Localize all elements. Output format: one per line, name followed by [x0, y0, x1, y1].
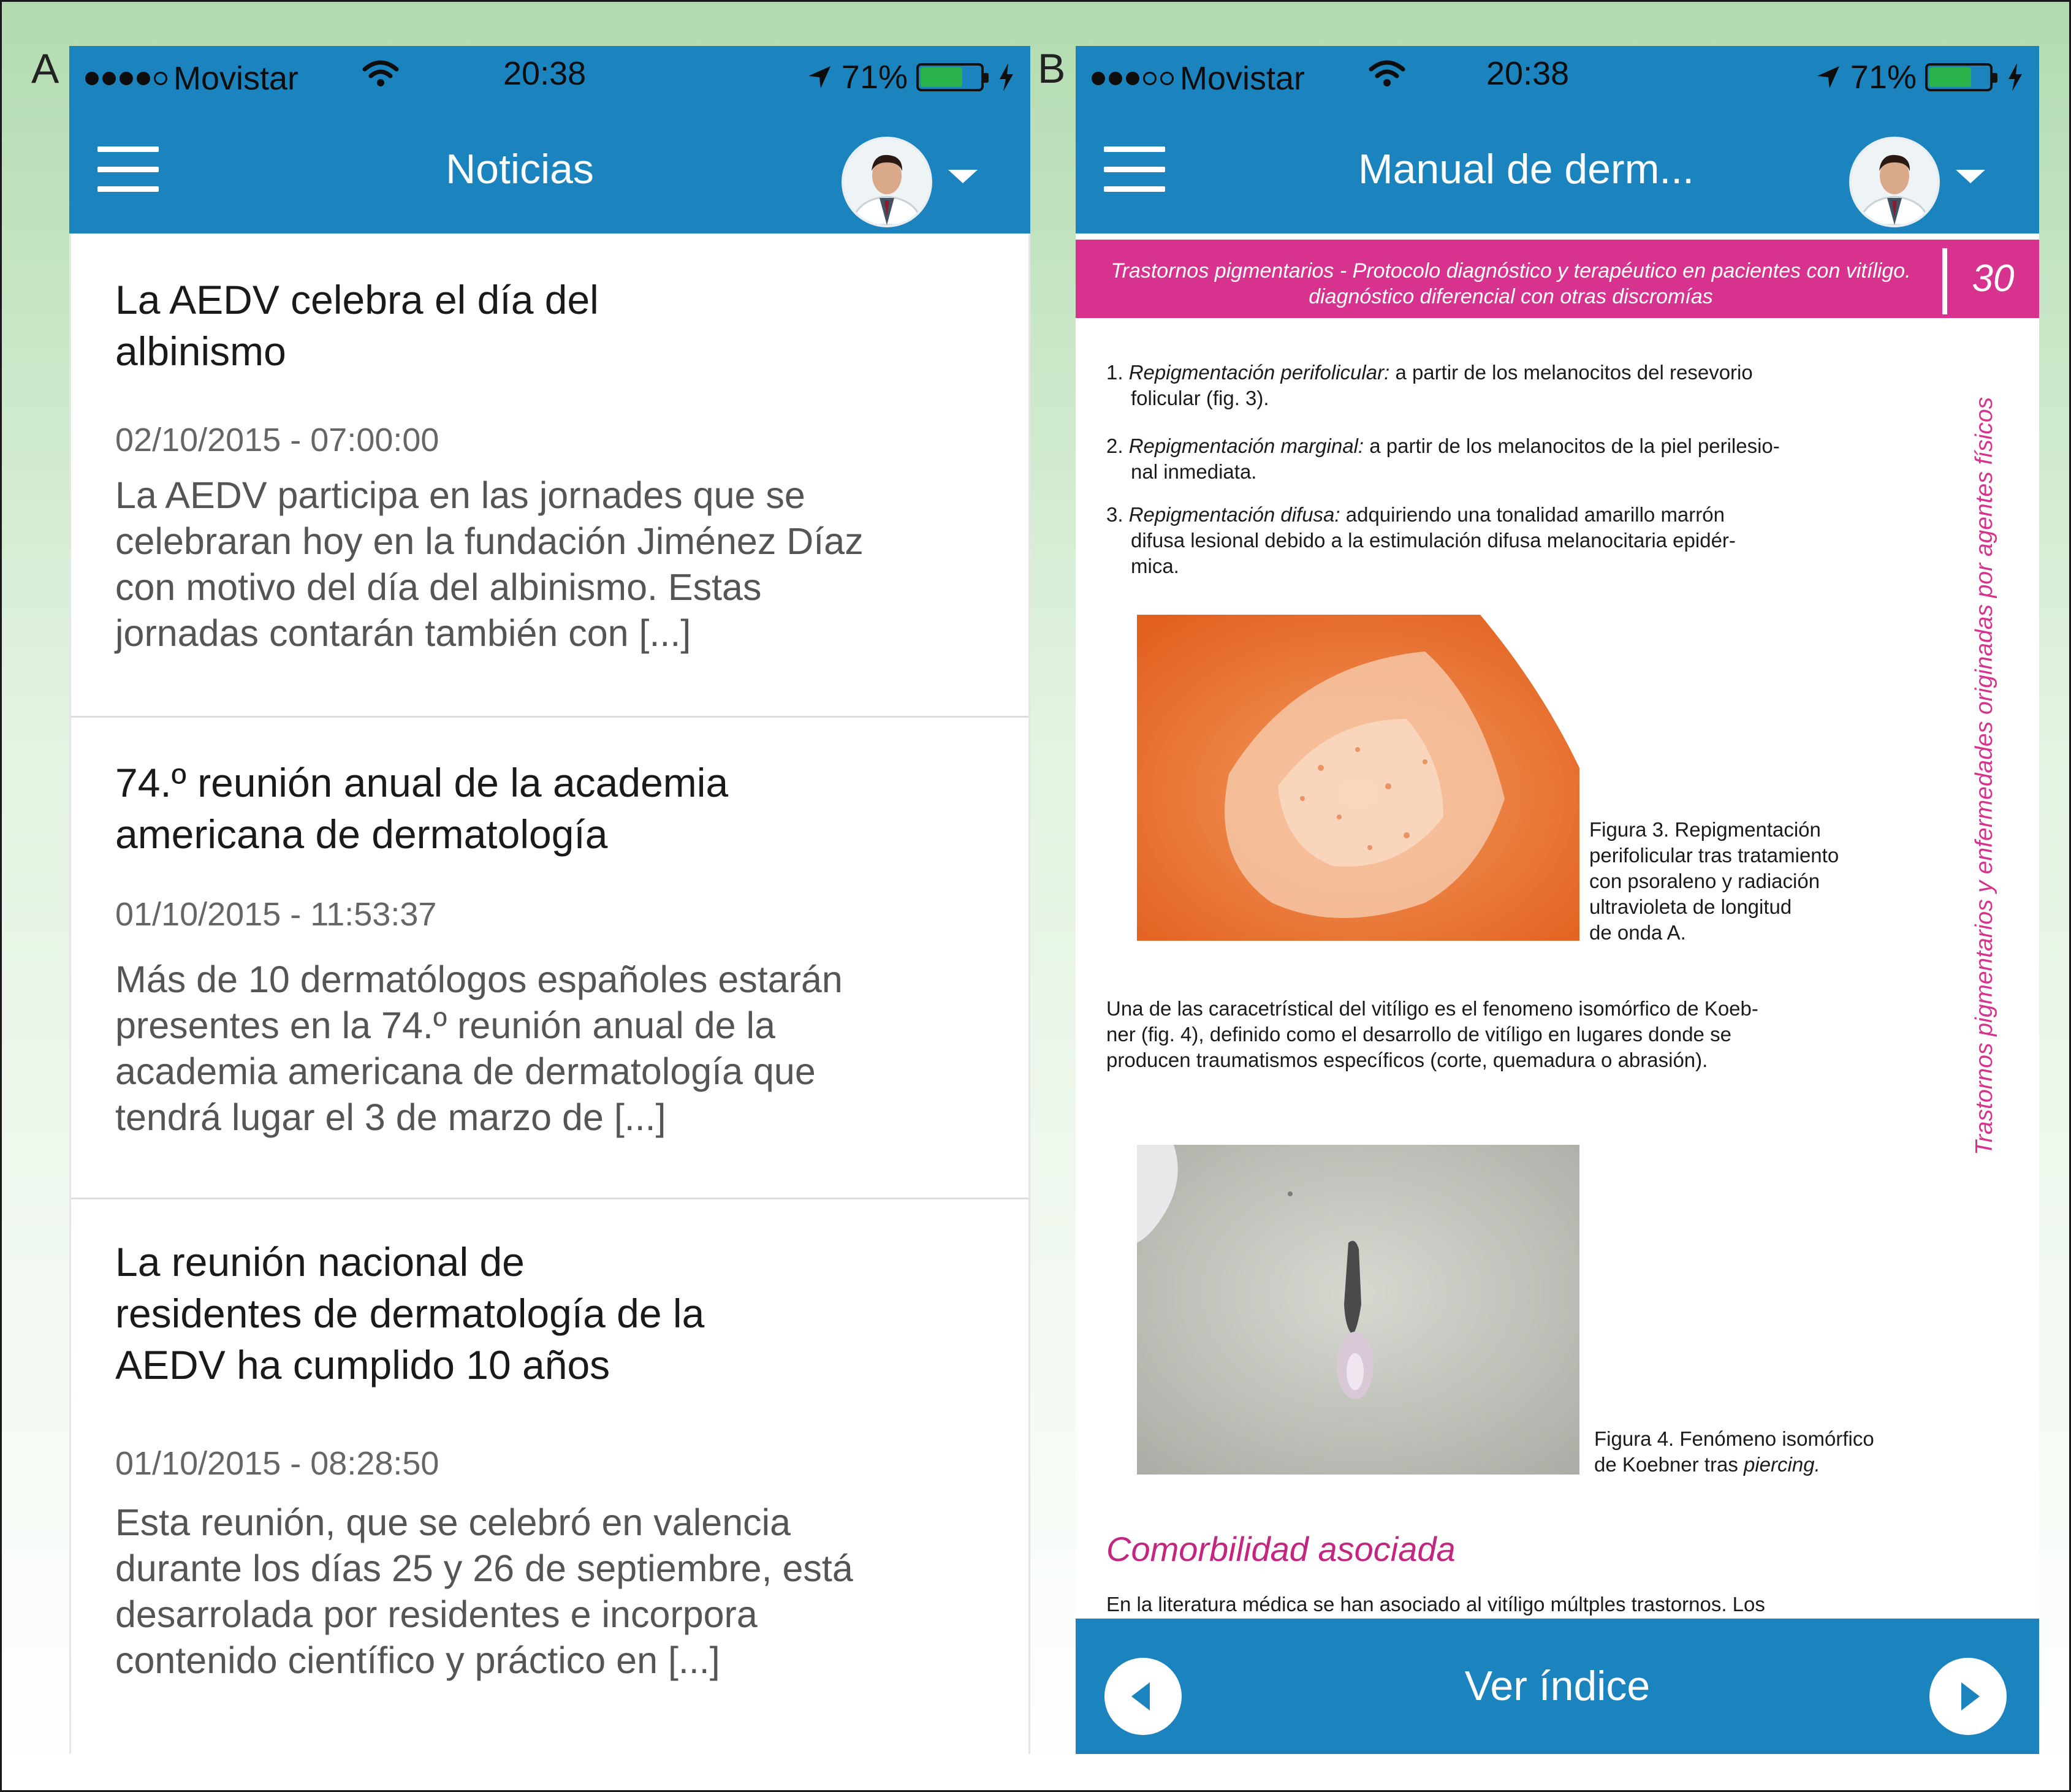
chapter-side-label: Trastornos pigmentarios y enfermedades originadas por agentes físicos — [1971, 397, 1997, 1155]
truncated-paragraph: En la literatura médica se han asociado al vitíligo múltples trastornos. Los — [1106, 1593, 1765, 1615]
carrier — [85, 59, 298, 97]
news-excerpt: La AEDV participa en las jornades que se celebraran hoy en la fundación Jiménez Díaz con motivo del día del albinismo. Estas jornadas contarán también con [...] — [115, 474, 864, 654]
page-number: 30 — [1972, 257, 2015, 300]
nav-bar — [69, 105, 1030, 233]
view-index-button[interactable]: Ver índice — [1464, 1663, 1651, 1709]
dropdown-caret-icon[interactable] — [1956, 170, 1985, 183]
doctor-portrait-icon — [1852, 139, 1937, 225]
avatar[interactable] — [1849, 137, 1940, 227]
status-right — [806, 58, 1014, 96]
next-page-button[interactable] — [1929, 1658, 2007, 1735]
chapter-title: Trastornos pigmentarios - Protocolo diagnóstico y terapéutico en pacientes con vitíligo. diagnóstico diferencial con otras discromías — [1111, 259, 1911, 308]
panel-label-b: B — [1038, 45, 1066, 92]
news-title: La AEDV celebra el día del albinismo — [115, 277, 599, 374]
location-arrow-icon — [1815, 64, 1842, 91]
news-date: 01/10/2015 - 11:53:37 — [115, 896, 437, 933]
status-bar — [69, 46, 1030, 105]
status-time: 20:38 — [503, 55, 587, 92]
list-item: 1. Repigmentación perifolicular: a partir de los melanocitos del resevorio folicular (fig. 3). — [1106, 361, 1753, 409]
signal-strength-icon — [85, 72, 167, 85]
nav-bar — [1076, 105, 2039, 233]
news-title: 74.º reunión anual de la academia americana de dermatología — [115, 760, 729, 857]
location-arrow-icon — [806, 64, 833, 91]
news-item[interactable] — [71, 233, 1028, 718]
page-title: Noticias — [446, 146, 594, 192]
arrow-right-icon — [1961, 1682, 1980, 1710]
battery-icon — [1925, 63, 1993, 91]
carrier-name: Movistar — [173, 60, 299, 97]
figure-3-caption: Figura 3. Repigmentación perifolicular tras tratamiento con psoraleno y radiación ultravioleta de longitud de onda A. — [1589, 818, 1839, 944]
battery-percent: 71% — [841, 59, 908, 96]
section-heading: Comorbilidad asociada — [1106, 1530, 1456, 1568]
dropdown-caret-icon[interactable] — [948, 170, 978, 183]
news-item[interactable] — [71, 718, 1028, 1199]
page-number-divider — [1942, 248, 1947, 314]
figure-3-image — [1137, 615, 1579, 941]
page-title: Manual de derm... — [1358, 146, 1695, 192]
avatar[interactable] — [842, 137, 932, 227]
status-right — [1815, 58, 2023, 96]
repigmentation-list — [1106, 360, 1940, 579]
charging-bolt-icon — [2007, 63, 2023, 91]
phone-screen-noticias — [69, 46, 1030, 1754]
wifi-icon — [362, 59, 399, 88]
carrier-name: Movistar — [1180, 60, 1305, 97]
news-date: 01/10/2015 - 08:28:50 — [115, 1445, 439, 1482]
news-list — [69, 233, 1030, 1754]
status-bar — [1076, 46, 2039, 105]
book-chapter-header — [1076, 240, 2039, 318]
signal-strength-icon — [1092, 72, 1174, 85]
news-date: 02/10/2015 - 07:00:00 — [115, 422, 439, 458]
battery-icon — [916, 63, 984, 91]
news-excerpt: Más de 10 dermatólogos españoles estarán presentes en la 74.º reunión anual de la academia americana de dermatología que tendrá lugar el 3 de marzo de [...] — [115, 959, 843, 1138]
charging-bolt-icon — [998, 63, 1014, 91]
doctor-portrait-icon — [844, 139, 930, 225]
previous-page-button[interactable] — [1104, 1658, 1182, 1735]
battery-percent: 71% — [1850, 59, 1917, 96]
arrow-left-icon — [1131, 1682, 1150, 1710]
figure-4-image — [1137, 1145, 1579, 1475]
figure-4-caption: Figura 4. Fenómeno isomórfico de Koebner tras piercing. — [1594, 1427, 1874, 1476]
list-item: 3. Repigmentación difusa: adquiriendo una tonalidad amarillo marrón difusa lesional debido a la estimulación difusa melanocitaria epidér- mica. — [1106, 503, 1736, 577]
bottom-nav-bar — [1076, 1619, 2039, 1754]
news-item[interactable] — [71, 1199, 1028, 1754]
news-excerpt: Esta reunión, que se celebró en valencia durante los días 25 y 26 de septiembre, está desarrolada por residentes e incorpora contenido científico y práctico en [...] — [115, 1502, 853, 1681]
koebner-paragraph: Una de las caracetrístical del vitíligo es el fenomeno isomórfico de Koeb- ner (fig. 4), definido como el desarrollo de vitíligo en lugares donde se producen traumatismos específicos (corte, quemadura o abrasión). — [1106, 997, 1758, 1071]
skin-repigmentation-photo — [1137, 615, 1579, 941]
carrier — [1092, 59, 1305, 97]
phone-screen-manual — [1076, 46, 2039, 1754]
panel-label-a: A — [31, 45, 59, 92]
wifi-icon — [1369, 59, 1405, 88]
list-item: 2. Repigmentación marginal: a partir de los melanocitos de la piel perilesio- nal inmediata. — [1106, 435, 1780, 483]
news-title: La reunión nacional de residentes de dermatología de la AEDV ha cumplido 10 años — [115, 1239, 705, 1388]
piercing-koebner-photo — [1137, 1145, 1579, 1475]
status-time: 20:38 — [1486, 55, 1570, 92]
